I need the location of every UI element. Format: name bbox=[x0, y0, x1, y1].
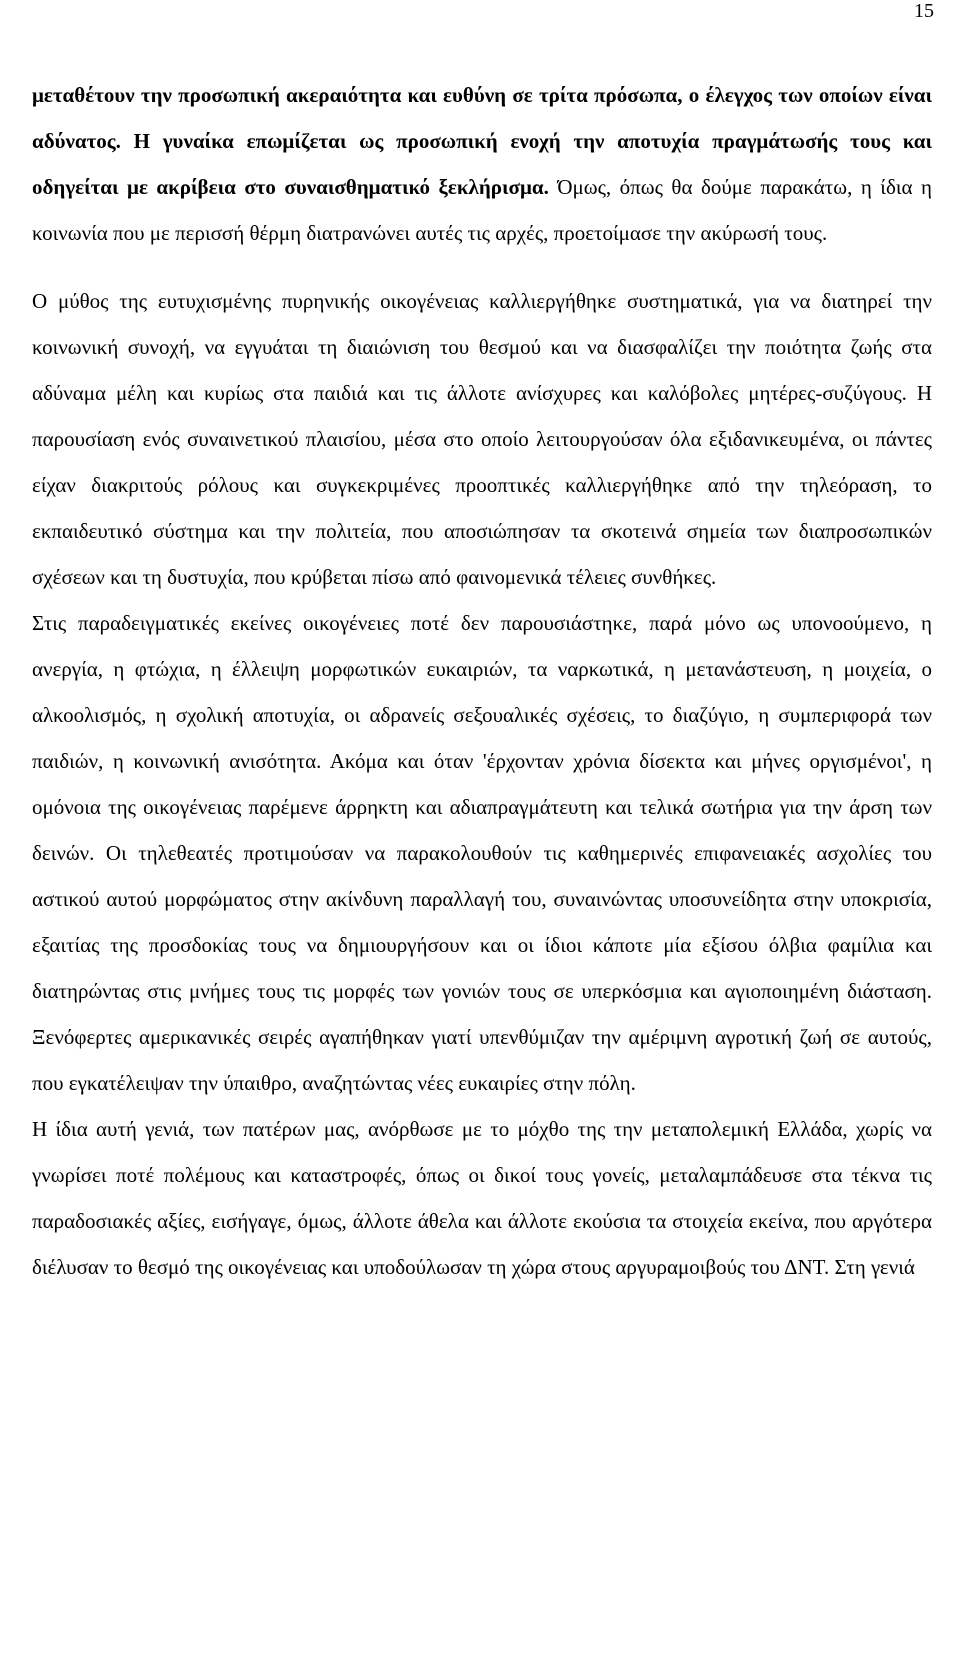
paragraph-1 bbox=[32, 72, 932, 256]
paragraph-1-bold-text: μεταθέτουν την προσωπική ακεραιότητα και ευθύνη σε τρίτα πρόσωπα, ο έλεγχος των οποίων είναι αδύνατος. Η γυναίκα επωμίζεται ως προσωπική ενοχή την αποτυχία πραγμάτωσής τους και οδηγείται με ακρίβεια στο συναισθηματικό ξεκλήρισμα. bbox=[32, 83, 932, 199]
document-body bbox=[32, 72, 932, 1290]
paragraph-3: Στις παραδειγματικές εκείνες οικογένειες ποτέ δεν παρουσιάστηκε, παρά μόνο ως υπονοούμενο, η ανεργία, η φτώχια, η έλλειψη μορφωτικών ευκαιριών, τα ναρκωτικά, η μετανάστευση, η μοιχεία, ο αλκοολισμός, η σχολική αποτυχία, οι αδρανείς σεξουαλικές σχέσεις, το διαζύγιο, η συμπεριφορά των παιδιών, η κοινωνική ανισότητα. Ακόμα και όταν 'έρχονταν χρόνια δίσεκτα και μήνες οργισμένοι', η ομόνοια της οικογένειας παρέμενε άρρηκτη και αδιαπραγμάτευτη και τελικά σωτήρια για την άρση των δεινών. Οι τηλεθεατές προτιμούσαν να παρακολουθούν τις καθημερινές επιφανειακές ασχολίες του αστικού αυτού μορφώματος στην ακίνδυνη παραλλαγή του, συναινώντας υποσυνείδητα στην υποκρισία, εξαιτίας της προσδοκίας τους να δημιουργήσουν και οι ίδιοι κάποτε μία εξίσου όλβια φαμίλια και διατηρώντας στις μνήμες τους τις μορφές των γονιών τους σε υπερκόσμια και αγιοποιημένη διάσταση. Ξενόφερτες αμερικανικές σειρές αγαπήθηκαν γιατί υπενθύμιζαν την αμέριμνη αγροτική ζωή σε αυτούς, που εγκατέλειψαν την ύπαιθρο, αναζητώντας νέες ευκαιρίες στην πόλη. bbox=[32, 611, 932, 1095]
paragraph-2: Ο μύθος της ευτυχισμένης πυρηνικής οικογένειας καλλιεργήθηκε συστηματικά, για να διατηρεί την κοινωνική συνοχή, να εγγυάται τη διαιώνιση του θεσμού και να διασφαλίζει την ποιότητα ζωής στα αδύναμα μέλη και κυρίως στα παιδιά και τις άλλοτε ανίσχυρες και καλόβολες μητέρες-συζύγους. Η παρουσίαση ενός συναινετικού πλαισίου, μέσα στο οποίο λειτουργούσαν όλα εξιδανικευμένα, οι πάντες είχαν διακριτούς ρόλους και συγκεκριμένες προοπτικές καλλιεργήθηκε από την τηλεόραση, το εκπαιδευτικό σύστημα και την πολιτεία, που αποσιώπησαν τα σκοτεινά σημεία των διαπροσωπικών σχέσεων και τη δυστυχία, που κρύβεται πίσω από φαινομενικά τέλειες συνθήκες. bbox=[32, 289, 932, 589]
page-number: 15 bbox=[914, 0, 934, 22]
paragraph-4: Η ίδια αυτή γενιά, των πατέρων μας, ανόρθωσε με το μόχθο της την μεταπολεμική Ελλάδα, χωρίς να γνωρίσει ποτέ πολέμους και καταστροφές, όπως οι δικοί τους γονείς, μεταλαμπάδευσε στα τέκνα τις παραδοσιακές αξίες, εισήγαγε, όμως, άλλοτε άθελα και άλλοτε εκούσια τα στοιχεία εκείνα, που αργότερα διέλυσαν το θεσμό της οικογένειας και υποδούλωσαν τη χώρα στους αργυραμοιβούς του ΔΝΤ. Στη γενιά bbox=[32, 1117, 932, 1279]
paragraph-1-text: Όμως, όπως θα δούμε παρακάτω, η ίδια η κοινωνία που με περισσή θέρμη διατρανώνει αυτές τις αρχές, προετοίμασε την ακύρωσή τους. bbox=[32, 175, 932, 245]
